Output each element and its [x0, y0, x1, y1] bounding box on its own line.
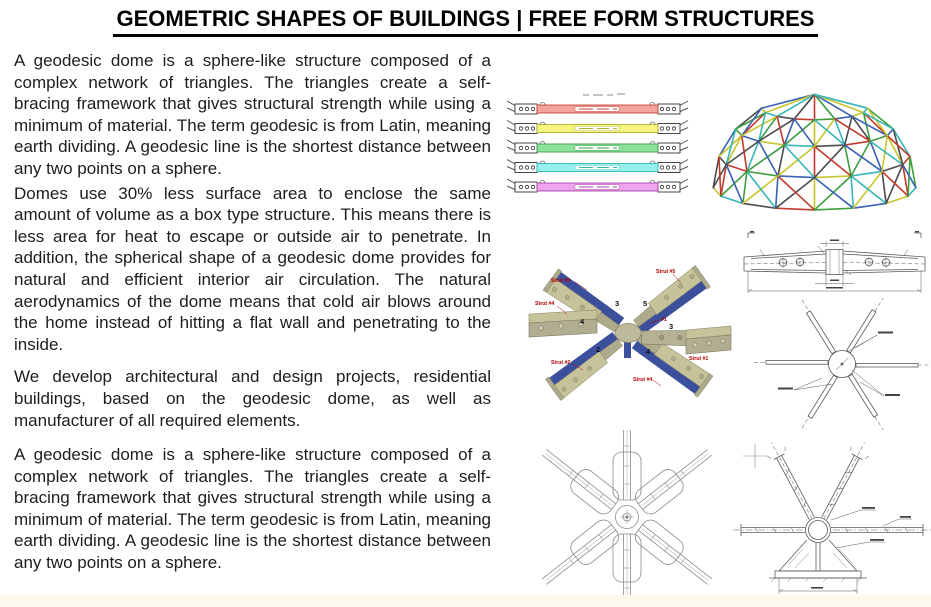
strut-color-chart-figure — [505, 88, 690, 200]
geodesic-dome-figure — [698, 66, 931, 212]
hub-number-se: 4 — [646, 347, 651, 356]
paragraph-dome-efficiency: Domes use 30% less surface area to enclose the same amount of volume as a box type structure. This means there is less area for heat to escape or outside air to penetrate. In addition, the spherical shape of a geodesic dome provides for natural and efficient interior air circulation. The natural aerodynamics of the dome means that cold air blows around the home instead of hitting a flat wall and penetrating to the inside. — [14, 183, 491, 354]
strut-label-e: Strut #1 — [689, 356, 709, 362]
line-hub-drawing-figure — [532, 430, 722, 605]
strut-label-ne: Strut #5 — [656, 269, 676, 275]
strut-label-s: Strut #4 — [633, 377, 653, 383]
detached-plate-right — [686, 326, 731, 354]
detached-plate-left — [529, 310, 597, 337]
paragraph-geodesic-intro: A geodesic dome is a sphere-like structure composed of a complex network of triangles. The triangles create a self-bracing framework that gives structural strength while using a minimum of material. The term geodesic is from Latin, meaning earth dividing. A geodesic line is the shortest distance between any two points on a sphere. — [14, 51, 491, 178]
hub-number-nw: 3 — [615, 299, 620, 308]
hub-number-e: 3 — [669, 322, 674, 331]
star-hub-drawing-figure — [752, 298, 931, 430]
article-text — [14, 50, 491, 574]
strut-label-sw: Strut #2 — [551, 360, 571, 366]
hub-number-ne: 5 — [643, 299, 648, 308]
hub-center — [615, 324, 641, 343]
hub-connector-3d-image — [523, 238, 733, 433]
paragraph-geodesic-repeat: A geodesic dome is a sphere-like structure composed of a complex network of triangles. The triangles create a self-bracing framework that gives structural strength while using a minimum of material. The term geodesic is from Latin, meaning earth dividing. A geodesic line is the shortest distance between any two points on a sphere. — [14, 445, 491, 573]
star-hub-drawing-image — [752, 298, 931, 430]
base-hub-drawing-figure — [733, 430, 931, 605]
hub-number-sw: 2 — [596, 345, 601, 354]
hub-connector-3d-figure — [523, 238, 733, 433]
base-hub-drawing-image — [733, 430, 931, 605]
footer-band — [0, 595, 931, 607]
splice-drawing-figure — [738, 228, 931, 298]
paragraph-company: We develop architectural and design projects, residential buildings, based on the geodesic dome, as well as manufacturer of all required elements. — [14, 367, 491, 430]
line-hub-drawing-image — [532, 430, 722, 605]
strut-label-center: #1 — [661, 317, 667, 323]
geodesic-dome-image — [698, 66, 931, 212]
splice-drawing-image — [738, 228, 931, 298]
strut-label-nw: Strut #3 — [551, 278, 571, 284]
page-header — [0, 6, 931, 37]
strut-color-chart-image — [505, 88, 690, 200]
strut-label-w: Strut #4 — [535, 301, 555, 307]
hub-number-w: 4 — [580, 317, 585, 326]
page-title: GEOMETRIC SHAPES OF BUILDINGS | FREE FORM STRUCTURES — [113, 6, 819, 37]
